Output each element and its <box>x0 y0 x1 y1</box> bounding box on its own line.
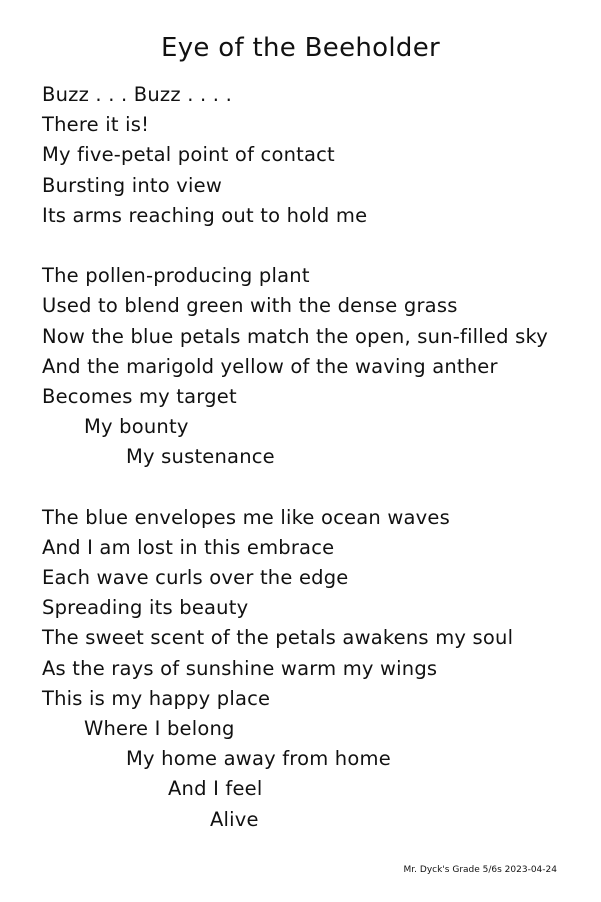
poem-line-indented: And I feel <box>168 777 263 801</box>
poem-line-indented: Alive <box>210 807 259 831</box>
stanza-1 <box>42 80 582 231</box>
poem-line: And the marigold yellow of the waving anther <box>42 354 498 378</box>
stanza-2 <box>42 261 582 472</box>
poem-line: There it is! <box>42 113 150 137</box>
poem-line-indented: My home away from home <box>126 747 391 771</box>
stanza-3 <box>42 503 582 835</box>
poem-line: As the rays of sunshine warm my wings <box>42 656 438 680</box>
poem-line: Becomes my target <box>42 384 237 408</box>
stanza-break <box>42 231 582 261</box>
poem-line: Its arms reaching out to hold me <box>42 203 368 227</box>
stanza-break <box>42 472 582 502</box>
class-credit: Mr. Dyck's Grade 5/6s 2023-04-24 <box>403 865 557 875</box>
poem-line: Used to blend green with the dense grass <box>42 294 458 318</box>
poem-line-indented: Where I belong <box>84 716 235 740</box>
poem-line: My five-petal point of contact <box>42 143 335 167</box>
poem-line: Bursting into view <box>42 173 222 197</box>
poem-line: The blue envelopes me like ocean waves <box>42 505 450 529</box>
poem-line-indented: My sustenance <box>126 445 275 469</box>
poem-line: This is my happy place <box>42 686 271 710</box>
poem-line: The sweet scent of the petals awakens my soul <box>42 626 514 650</box>
poem-body <box>42 80 582 835</box>
poem-title: Eye of the Beeholder <box>161 33 440 63</box>
poem-line-indented: My bounty <box>84 415 189 439</box>
poem-line: Each wave curls over the edge <box>42 566 349 589</box>
poem-line: The pollen-producing plant <box>42 264 310 288</box>
poem-line: Buzz . . . Buzz . . . . <box>42 83 232 106</box>
poem-line: And I am lost in this embrace <box>42 535 335 559</box>
poem-line: Now the blue petals match the open, sun-filled sky <box>42 324 548 348</box>
poem-line: Spreading its beauty <box>42 596 249 620</box>
